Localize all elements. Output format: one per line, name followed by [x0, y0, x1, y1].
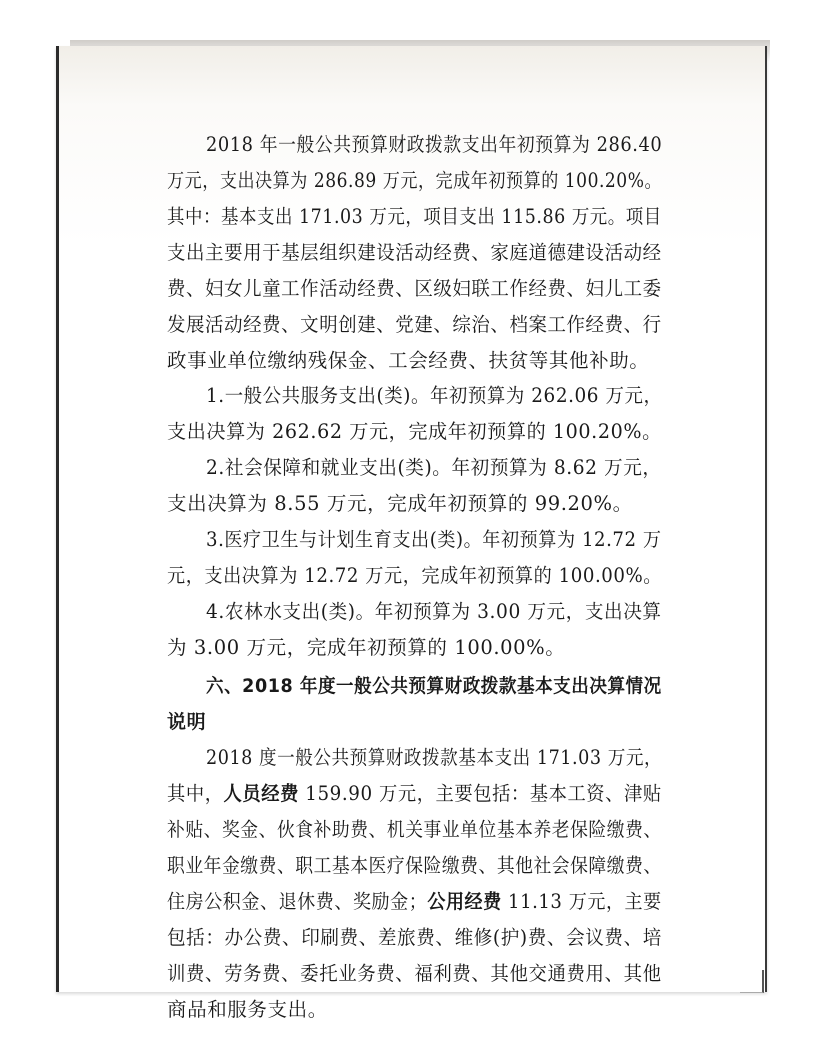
paragraph-line: 2018 度一般公共预算财政拨款基本支出 171.03 万元， [206, 746, 663, 769]
text-run: 其中， [167, 782, 224, 805]
text-run: 11.13 万元，主要 [501, 890, 662, 913]
paragraph-line: 训费、劳务费、委托业务费、福利费、其他交通费用、其他 [167, 962, 662, 985]
paragraph-line: 万元，支出决算为 286.89 万元，完成年初预算的 100.20%。 [167, 169, 663, 192]
text-run: 159.90 万元，主要包括：基本工资、津贴 [298, 782, 662, 805]
item-line: 4.农林水支出(类)。年初预算为 3.00 万元，支出决算 [206, 600, 662, 623]
paragraph-line: 费、妇女儿童工作活动经费、区级妇联工作经费、妇儿工委 [167, 277, 662, 300]
text-run: 住房公积金、退休费、奖励金； [167, 890, 428, 913]
paragraph-line: 支出主要用于基层组织建设活动经费、家庭道德建设活动经 [167, 241, 662, 264]
paragraph-line: 政事业单位缴纳残保金、工会经费、扶贫等其他补助。 [167, 349, 650, 372]
paragraph-line: 职业年金缴费、职工基本医疗保险缴费、其他社会保障缴费、 [167, 854, 662, 877]
item-line: 支出决算为 8.55 万元，完成年初预算的 99.20%。 [167, 492, 633, 515]
section-heading: 说明 [167, 711, 207, 733]
paragraph-line: 补贴、奖金、伙食补助费、机关事业单位基本养老保险缴费、 [167, 818, 662, 841]
paragraph-line: 其中：基本支出 171.03 万元，项目支出 115.86 万元。项目 [167, 205, 662, 228]
item-line: 1.一般公共服务支出(类)。年初预算为 262.06 万元， [206, 384, 663, 407]
paragraph-line: 发展活动经费、文明创建、党建、综治、档案工作经费、行 [167, 313, 662, 336]
paragraph-line: 包括：办公费、印刷费、差旅费、维修(护)费、会议费、培 [167, 926, 662, 949]
paragraph-line: 商品和服务支出。 [167, 998, 328, 1021]
item-line: 为 3.00 万元，完成年初预算的 100.00%。 [167, 636, 566, 659]
keyword-public-expenses: 公用经费 [427, 890, 502, 913]
item-line: 3.医疗卫生与计划生育支出(类)。年初预算为 12.72 万 [206, 528, 662, 551]
paragraph-line [167, 890, 662, 914]
paragraph-line [167, 782, 662, 806]
section-heading: 六、2018 年度一般公共预算财政拨款基本支出决算情况 [206, 675, 662, 697]
keyword-personnel-expenses: 人员经费 [223, 782, 299, 805]
paragraph-line: 2018 年一般公共预算财政拨款支出年初预算为 286.40 [206, 133, 663, 156]
item-line: 2.社会保障和就业支出(类)。年初预算为 8.62 万元， [206, 456, 662, 479]
item-line: 元，支出决算为 12.72 万元，完成年初预算的 100.00%。 [167, 564, 663, 587]
item-line: 支出决算为 262.62 万元，完成年初预算的 100.20%。 [167, 420, 662, 443]
